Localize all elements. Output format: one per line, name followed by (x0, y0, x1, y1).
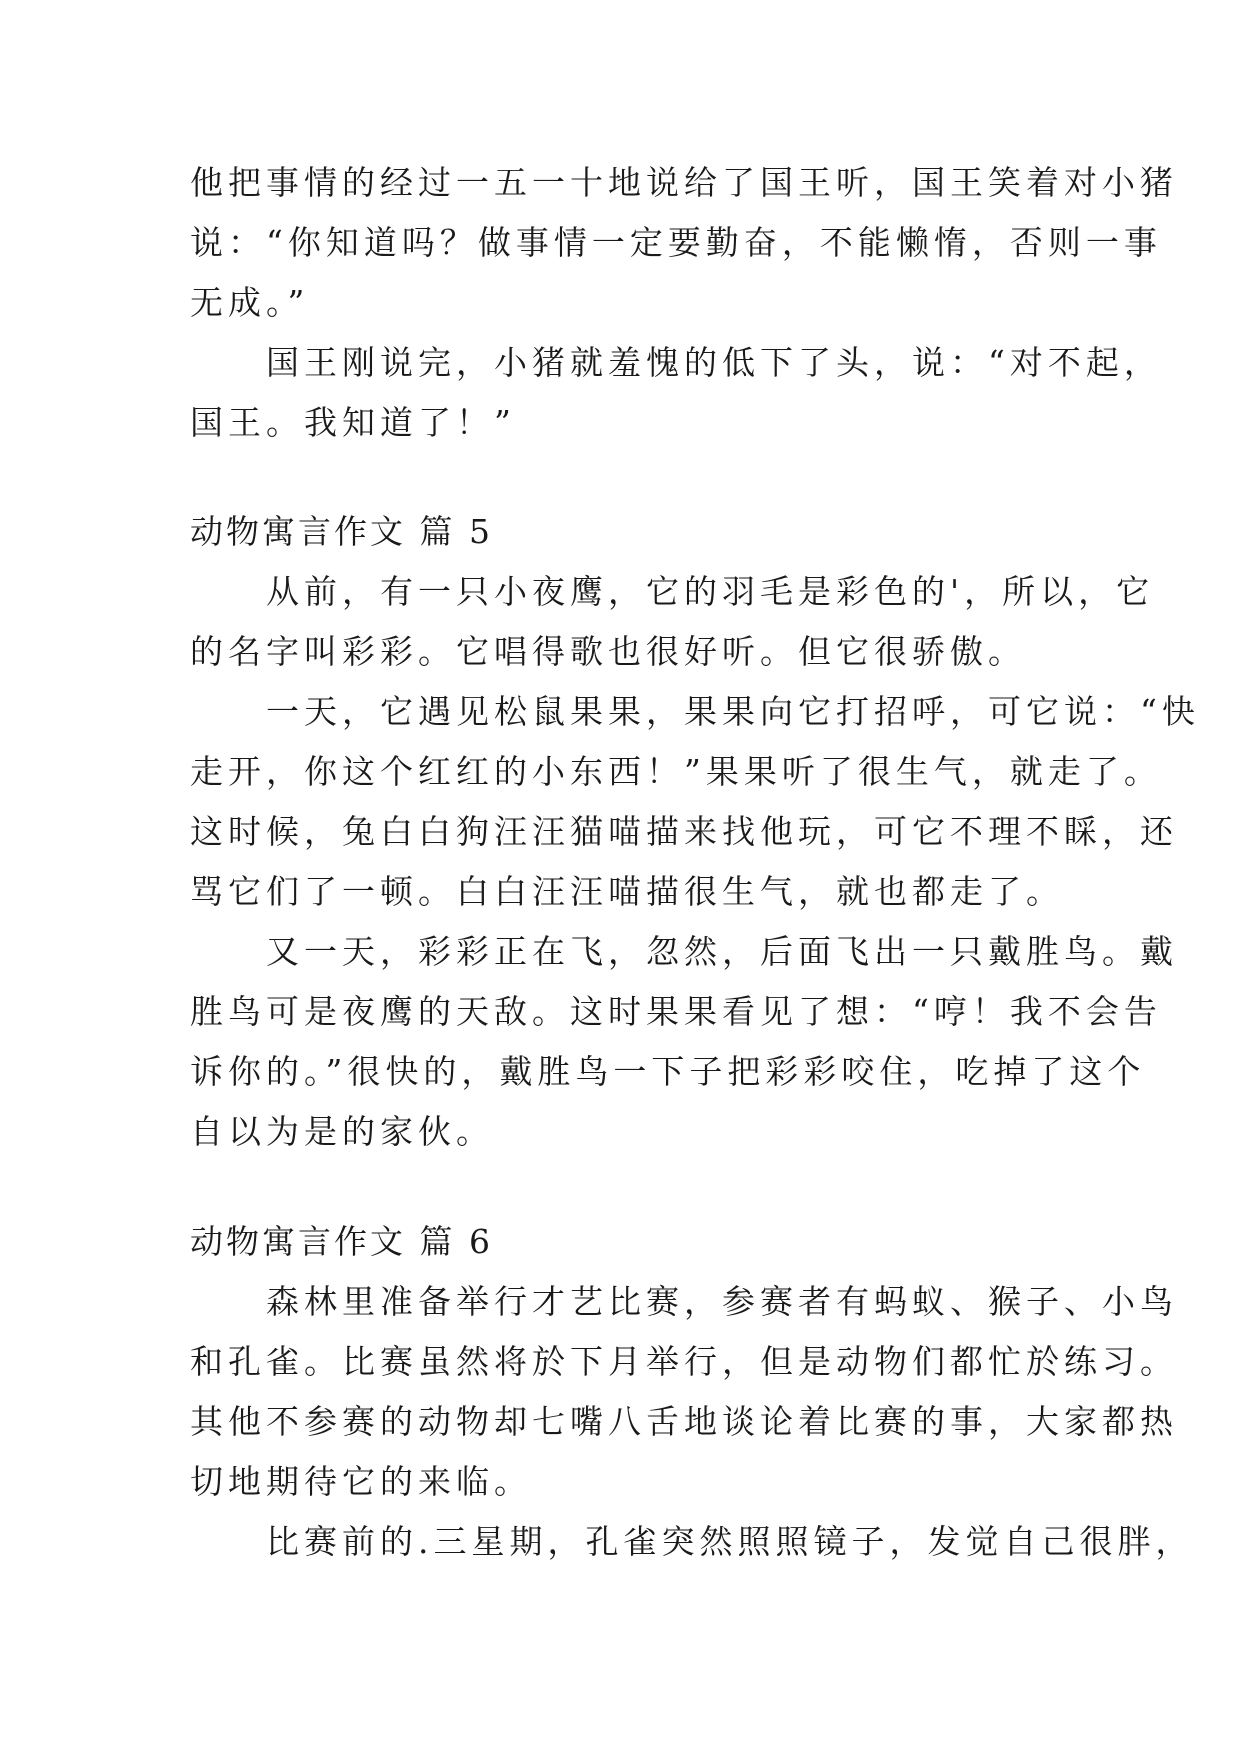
paragraph-line: 又一天，彩彩正在飞，忽然，后面飞出一只戴胜鸟。戴 (190, 932, 1178, 971)
paragraph-line: 切地期待它的来临。 (190, 1462, 532, 1501)
section-heading: 动物寓言作文 篇 5 (190, 512, 493, 551)
paragraph-line: 国王刚说完，小猪就羞愧的低下了头，说：“对不起， (190, 343, 1162, 382)
section-heading: 动物寓言作文 篇 6 (190, 1222, 493, 1261)
paragraph-line: 的名字叫彩彩。它唱得歌也很好听。但它很骄傲。 (190, 632, 1026, 671)
paragraph-line: 骂它们了一顿。白白汪汪喵描很生气，就也都走了。 (190, 872, 1064, 911)
paragraph-line: 无成。” (190, 283, 310, 322)
paragraph-line: 诉你的。”很快的，戴胜鸟一下子把彩彩咬住，吃掉了这个 (190, 1052, 1146, 1091)
paragraph-line: 走开，你这个红红的小东西！”果果听了很生气，就走了。 (190, 752, 1162, 791)
paragraph-line: 这时候，兔白白狗汪汪猫喵描来找他玩，可它不理不睬，还 (190, 812, 1178, 851)
paragraph-line: 国王。我知道了！” (190, 403, 516, 442)
paragraph-line: 从前，有一只小夜鹰，它的羽毛是彩色的'，所以，它 (190, 572, 1155, 611)
paragraph-line: 他把事情的经过一五一十地说给了国王听，国王笑着对小猪 (190, 163, 1178, 202)
paragraph-line: 说：“你知道吗？做事情一定要勤奋，不能懒惰，否则一事 (190, 223, 1162, 262)
paragraph-line: 自以为是的家伙。 (190, 1112, 494, 1151)
paragraph-line: 一天，它遇见松鼠果果，果果向它打招呼，可它说：“快 (190, 692, 1200, 731)
paragraph-line: 森林里准备举行才艺比赛，参赛者有蚂蚁、猴子、小鸟 (190, 1282, 1178, 1321)
paragraph-line: 比赛前的.三星期，孔雀突然照照镜子，发觉自己很胖， (190, 1522, 1194, 1561)
paragraph-line: 胜鸟可是夜鹰的天敌。这时果果看见了想：“哼！我不会告 (190, 992, 1162, 1031)
paragraph-line: 其他不参赛的动物却七嘴八舌地谈论着比赛的事，大家都热 (190, 1402, 1178, 1441)
paragraph-line: 和孔雀。比赛虽然将於下月举行，但是动物们都忙於练习。 (190, 1342, 1178, 1381)
